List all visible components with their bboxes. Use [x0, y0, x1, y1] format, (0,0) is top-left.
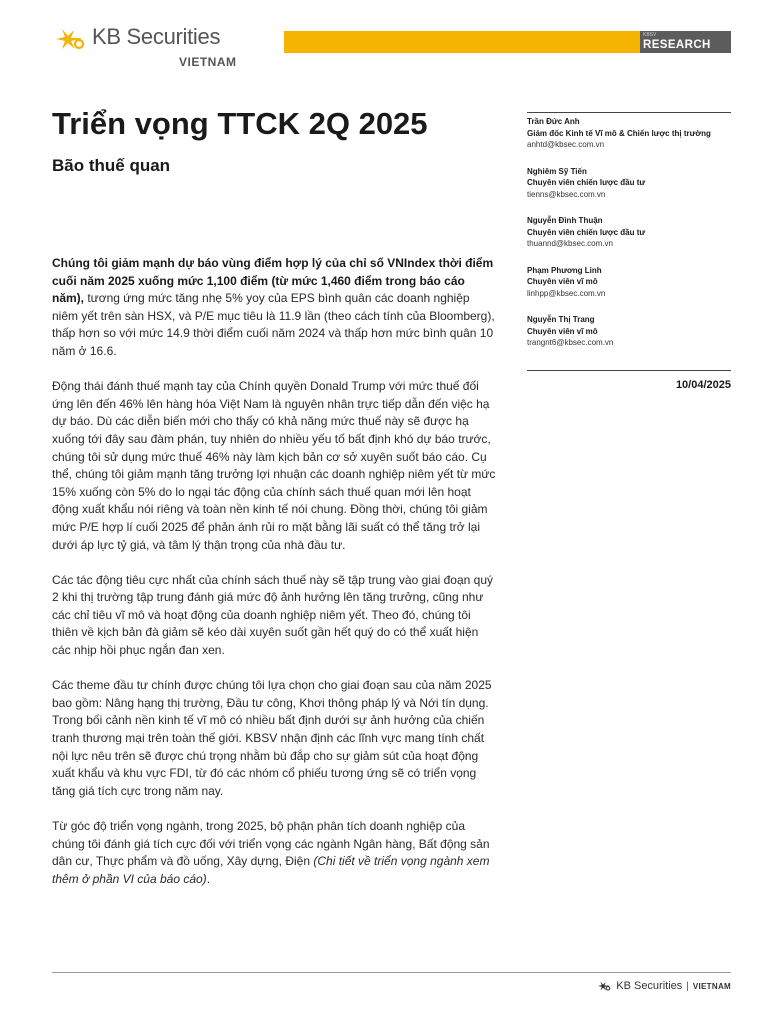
- sector-outlook-end: .: [206, 871, 211, 886]
- analyst-card: [527, 215, 731, 250]
- analyst-card: [527, 166, 731, 201]
- brand-country: VIETNAM: [179, 55, 237, 69]
- sector-outlook-note: (Chi tiết về triển vọng ngành xem thêm ở phần VI của báo cáo): [52, 854, 490, 886]
- research-label: RESEARCH: [643, 39, 711, 51]
- analyst-email[interactable]: trangnt6@kbsec.com.vn: [527, 338, 614, 347]
- sidebar-divider-bottom: [527, 370, 731, 371]
- analyst-list: [527, 116, 731, 364]
- report-title: Triển vọng TTCK 2Q 2025: [52, 106, 428, 141]
- paragraph-lead-bold: Chúng tôi giảm mạnh dự báo vùng điểm hợp lý của chỉ số VNIndex thời điểm cuối năm 2025 xuống mức 1,100 điểm (từ mức 1,460 điểm trong báo cáo năm),: [52, 256, 494, 306]
- analyst-email[interactable]: linhpp@kbsec.com.vn: [527, 288, 606, 298]
- analyst-name: Nguyễn Thị Trang: [527, 315, 595, 324]
- paragraph-themes: Các theme đầu tư chính được chúng tôi lựa chọn cho giai đoạn sau của năm 2025 bao gồm: Nâng hạng thị trường, Đầu tư công, Khơi thông pháp lý và Nới tín dụng. Trong bối cảnh nền kinh tế vĩ mô có nhiều bất định dưới sự ảnh hưởng của chiến tranh thương mại trên toàn thế giới. KBSV nhận định các lĩnh vực mang tính chất nội lực nêu trên sẽ được chú trọng nhằm bù đắp cho sự giảm sút của hoạt động xuất khẩu và khu vực FDI, từ đó các nhóm cổ phiếu tương ứng sẽ có triển vọng tăng giá tích cực trong năm nay.: [52, 678, 492, 798]
- analyst-name: Phạm Phương Linh: [527, 265, 602, 275]
- footer-divider: [52, 972, 731, 973]
- paragraph-sector-outlook: [52, 818, 498, 888]
- analyst-title: Chuyên viên chiến lược đầu tư: [527, 178, 646, 187]
- analyst-title: Chuyên viên vĩ mô: [527, 277, 598, 286]
- footer-brand-country: VIETNAM: [692, 981, 731, 991]
- footer-brand-name: KB Securities: [616, 980, 683, 992]
- paragraph-tariff: Động thái đánh thuế mạnh tay của Chính quyền Donald Trump với mức thuế đối ứng lên đến 46% lên hàng hóa Việt Nam là nguyên nhân trực tiếp dẫn đến việc hạ dự báo. Dù các diễn biến mới cho thấy có khả năng mức thuế này sẽ được hạ xuống tới đây sau đàm phán, tuy nhiên do nhiều yếu tố bất định khó dự báo trước, chúng tôi sử dụng mức thuế 46% này làm kịch bản cơ sở xuyên suốt báo cáo. Cụ thể, chúng tôi giảm mạnh tăng trưởng lợi nhuận các doanh nghiệp niêm yết từ mức 15% xuống còn 5% do lo ngại tác động của chính sách thuế quan mới lên hoạt động xuất khẩu nói riêng và toàn nền kinh tế nói chung. Đồng thời, chúng tôi giảm mức P/E hợp lí cuối 2025 để phản ánh rủi ro mặt bằng lãi suất có thể tăng trở lại dưới áp lực tỷ giá, và tâm lý thận trọng của nhà đầu tư.: [52, 379, 496, 552]
- research-prefix: KBSV: [643, 32, 657, 38]
- analyst-title: Chuyên viên chiến lược đầu tư: [527, 227, 646, 237]
- analyst-email[interactable]: thuannd@kbsec.com.vn: [527, 239, 613, 248]
- report-body: [52, 255, 498, 906]
- analyst-name: Nghiêm Sỹ Tiến: [527, 166, 587, 176]
- research-badge: [640, 31, 731, 53]
- report-date: 10/04/2025: [675, 379, 731, 391]
- sidebar-divider-top: [527, 112, 731, 113]
- brand-name: KB Securities: [92, 24, 221, 49]
- paragraph-q2-impact: Các tác động tiêu cực nhất của chính sách thuế này sẽ tập trung vào giai đoạn quý 2 khi thị trường tập trung đánh giá mức độ ảnh hưởng lên tăng trưởng, cũng như các chỉ tiêu vĩ mô và hoạt động của doanh nghiệp niêm yết. Theo đó, chúng tôi thiên về kịch bản đà giảm sẽ kéo dài xuyên suốt gần hết quý do có thể xuất hiện các nhịp hồi phục ngắn đan xen.: [52, 572, 493, 658]
- kb-star-logo-icon: [52, 26, 88, 52]
- footer-separator: |: [686, 980, 689, 992]
- paragraph-valuation: [52, 255, 498, 361]
- analyst-email[interactable]: tienns@kbsec.com.vn: [527, 189, 606, 199]
- analyst-title: Giám đốc Kinh tế Vĩ mô & Chiến lược thị trường: [527, 128, 711, 138]
- analyst-email[interactable]: anhtd@kbsec.com.vn: [527, 140, 605, 149]
- paragraph-lead-rest: tương ứng mức tăng nhẹ 5% yoy của EPS bình quân các doanh nghiệp niêm yết trên sàn HSX, và P/E mục tiêu là 11.9 lần (theo cách tính của Bloomberg), thấp hơn so với mức 14.9 thời điểm cuối năm 2024 và thấp hơn mức bình quân 10 năm ở 16.6.: [52, 291, 495, 358]
- sector-outlook-text: Từ góc độ triển vọng ngành, trong 2025, bộ phận phân tích doanh nghiệp của chúng tôi đánh giá tích cực đối với triển vọng các ngành Ngân hàng, Bất động sản dân cư, Thực phẩm và đồ uống, Xây dựng, Điện: [52, 819, 490, 869]
- kb-star-logo-icon: [596, 980, 612, 992]
- analyst-title: Chuyên viên vĩ mô: [527, 326, 598, 336]
- analyst-card: [527, 314, 731, 349]
- header-accent-bar: [284, 31, 640, 53]
- report-subtitle: Bão thuế quan: [52, 156, 171, 175]
- analyst-card: [527, 265, 731, 300]
- analyst-card: [527, 116, 731, 151]
- kb-securities-logo: [52, 22, 252, 72]
- analyst-name: Trần Đức Anh: [527, 117, 580, 126]
- analyst-name: Nguyễn Đình Thuận: [527, 216, 603, 225]
- footer-brand: [596, 980, 731, 992]
